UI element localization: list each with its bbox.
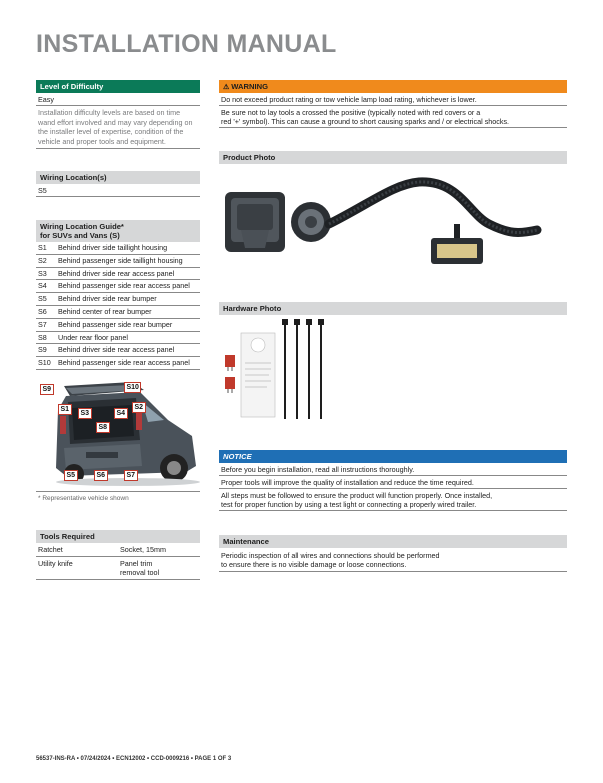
difficulty-level: Easy <box>36 93 200 106</box>
notice-line-3b: test for proper function by using a test light or connecting a properly wired trailer. <box>221 499 477 509</box>
notice-line: Before you begin installation, read all instructions thoroughly. <box>219 463 567 476</box>
vehicle-label-s9: S9 <box>40 384 54 395</box>
notice-line: Proper tools will improve the quality of installation and reduce the time required. <box>219 476 567 489</box>
difficulty-section <box>36 80 200 149</box>
guide-row <box>36 319 200 332</box>
notice-section <box>219 450 567 511</box>
maintenance-text <box>219 548 567 572</box>
product-photo <box>219 164 567 284</box>
harness-image <box>219 164 567 284</box>
guide-code: S5 <box>38 294 47 304</box>
warning-header-text: WARNING <box>231 82 268 91</box>
guide-code: S7 <box>38 319 47 329</box>
hardware-photo-header: Hardware Photo <box>219 302 567 315</box>
page-footer: 56537-INS-RA • 07/24/2024 • ECN12002 • CCD-0009216 • PAGE 1 OF 3 <box>36 756 232 762</box>
product-photo-section <box>219 151 567 284</box>
difficulty-description: Installation difficulty levels are based on time wand effort involved and may vary depending on the installer level of expertise, condition of the vehicle and proper tools and equipment. <box>36 106 200 149</box>
tool-name: Ratchet <box>38 545 63 554</box>
suv-rear-image <box>36 380 200 488</box>
guide-description: Behind passenger side rear access panel <box>58 358 190 368</box>
vehicle-label-s10: S10 <box>124 382 141 393</box>
guide-code: S1 <box>38 243 47 252</box>
vehicle-label-s7: S7 <box>124 470 138 481</box>
tools-row <box>36 543 200 557</box>
guide-code: S10 <box>38 358 51 368</box>
vehicle-label-s2: S2 <box>132 402 146 413</box>
warning-line-2b: red '+' symbol). This can cause a ground to short causing sparks and / or electrical shocks. <box>221 116 510 126</box>
vehicle-label-s6: S6 <box>94 470 108 481</box>
product-photo-header: Product Photo <box>219 151 567 164</box>
hardware-photo <box>219 315 567 425</box>
vehicle-label-s1: S1 <box>58 404 72 415</box>
warning-section <box>219 80 567 128</box>
guide-description: Behind passenger side rear bumper <box>58 319 173 329</box>
guide-code: S2 <box>38 255 47 265</box>
guide-description: Behind driver side rear access panel <box>58 268 175 278</box>
vehicle-note: * Representative vehicle shown <box>36 491 200 505</box>
guide-description: Behind center of rear bumper <box>58 306 152 316</box>
guide-code: S6 <box>38 306 47 316</box>
vehicle-label-s5: S5 <box>64 470 78 481</box>
guide-description: Behind driver side rear bumper <box>58 294 157 304</box>
maintenance-section <box>219 535 567 572</box>
notice-header: NOTICE <box>219 450 567 463</box>
guide-description: Behind passenger side rear access panel <box>58 281 190 291</box>
hardware-image <box>219 315 567 425</box>
wiring-location-value: S5 <box>36 184 200 197</box>
warning-line <box>219 106 567 128</box>
wiring-location-section <box>36 171 200 197</box>
guide-row <box>36 332 200 345</box>
maintenance-line1: Periodic inspection of all wires and connections should be performed <box>221 551 440 560</box>
guide-row <box>36 344 200 357</box>
tool-detail-line1: Panel trim <box>120 559 153 568</box>
vehicle-label-s3: S3 <box>78 408 92 419</box>
guide-code: S3 <box>38 268 47 278</box>
tool-detail: Socket, 15mm <box>120 545 166 554</box>
tools-row <box>36 557 200 580</box>
guide-row <box>36 255 200 268</box>
warning-line: Do not exceed product rating or tow vehicle lamp load rating, whichever is lower. <box>219 93 567 106</box>
guide-code: S8 <box>38 332 47 342</box>
guide-row <box>36 242 200 255</box>
tools-section <box>36 530 200 580</box>
hardware-photo-section <box>219 302 567 425</box>
guide-code: S4 <box>38 281 47 291</box>
notice-line <box>219 489 567 511</box>
wiring-guide-table <box>36 242 200 370</box>
guide-code: S9 <box>38 345 47 355</box>
difficulty-header: Level of Difficulty <box>36 80 200 93</box>
guide-row <box>36 357 200 370</box>
guide-description: Behind passenger side taillight housing <box>58 255 183 265</box>
wiring-location-header: Wiring Location(s) <box>36 171 200 184</box>
wiring-guide-header <box>36 220 200 242</box>
vehicle-illustration <box>36 380 200 488</box>
tool-detail-line2: removal tool <box>120 568 160 577</box>
vehicle-note-section <box>36 491 200 505</box>
guide-description: Under rear floor panel <box>58 332 128 342</box>
guide-description: Behind driver side taillight housing <box>58 243 168 252</box>
tool-name: Utility knife <box>38 559 73 568</box>
maintenance-header: Maintenance <box>219 535 567 548</box>
guide-row <box>36 306 200 319</box>
notice-line-3a: All steps must be followed to ensure the product will function properly. Once installed, <box>221 490 493 500</box>
maintenance-line2: to ensure there is no visible damage or loose connections. <box>221 560 407 569</box>
warning-header <box>219 80 567 93</box>
wiring-guide-section <box>36 220 200 370</box>
tool-detail <box>120 559 200 577</box>
vehicle-label-s8: S8 <box>96 422 110 433</box>
guide-row <box>36 268 200 281</box>
wiring-guide-header-line2: for SUVs and Vans (S) <box>40 231 120 240</box>
page-title: INSTALLATION MANUAL <box>36 30 337 58</box>
wiring-guide-header-line1: Wiring Location Guide* <box>40 222 124 231</box>
guide-row <box>36 280 200 293</box>
guide-row <box>36 293 200 306</box>
guide-description: Behind driver side rear access panel <box>58 345 175 355</box>
warning-triangle-icon: ⚠ <box>223 84 230 91</box>
vehicle-label-s4: S4 <box>114 408 128 419</box>
tools-header: Tools Required <box>36 530 200 543</box>
warning-line-2a: Be sure not to lay tools a crossed the positive (typically noted with red covers or a <box>221 107 481 117</box>
